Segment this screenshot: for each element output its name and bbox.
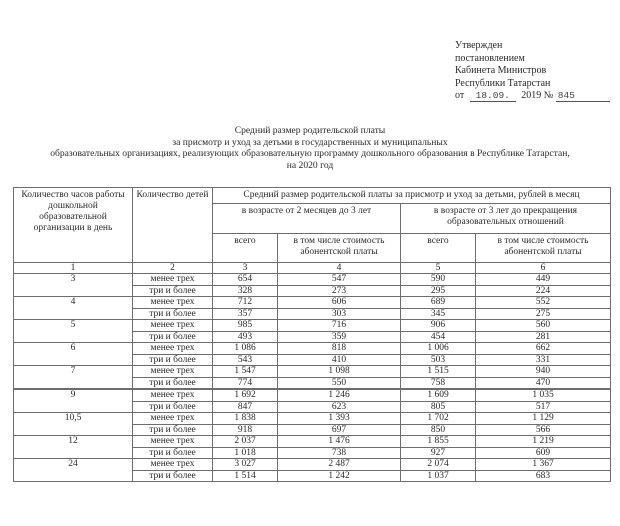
approval-date: 18.09. xyxy=(470,91,516,102)
value-cell: 560 xyxy=(476,320,611,332)
approval-number: 845 xyxy=(556,91,610,102)
fee-table xyxy=(13,187,611,482)
value-cell: 1 242 xyxy=(278,470,401,482)
approval-stamp xyxy=(455,40,610,103)
value-cell: 359 xyxy=(278,331,401,343)
value-cell: 303 xyxy=(278,308,401,320)
hours-cell: 9 xyxy=(14,389,133,413)
value-cell: 3 027 xyxy=(213,459,278,471)
value-cell: 1 855 xyxy=(401,436,476,448)
children-cell: менее трех xyxy=(133,389,213,401)
hours-cell: 10,5 xyxy=(14,413,133,436)
table-row xyxy=(14,274,611,286)
header-age-group-2: в возрасте от 3 лет до прекращения образовательных отношений xyxy=(401,204,611,233)
value-cell: 1 086 xyxy=(213,343,278,355)
children-cell: три и более xyxy=(133,331,213,343)
hours-cell: 4 xyxy=(14,297,133,320)
value-cell: 927 xyxy=(401,447,476,459)
children-cell: три и более xyxy=(133,377,213,389)
children-cell: менее трех xyxy=(133,320,213,332)
column-number-row xyxy=(14,263,611,274)
value-cell: 454 xyxy=(401,331,476,343)
value-cell: 357 xyxy=(213,308,278,320)
value-cell: 1 098 xyxy=(278,366,401,378)
value-cell: 1 018 xyxy=(213,447,278,459)
value-cell: 517 xyxy=(476,401,611,413)
value-cell: 1 476 xyxy=(278,436,401,448)
header-total-2: всего xyxy=(401,233,476,262)
value-cell: 345 xyxy=(401,308,476,320)
value-cell: 1 514 xyxy=(213,470,278,482)
value-cell: 1 246 xyxy=(278,389,401,401)
value-cell: 738 xyxy=(278,447,401,459)
value-cell: 689 xyxy=(401,297,476,309)
value-cell: 850 xyxy=(401,424,476,436)
children-cell: три и более xyxy=(133,401,213,413)
value-cell: 328 xyxy=(213,285,278,297)
value-cell: 566 xyxy=(476,424,611,436)
table-row xyxy=(14,413,611,425)
value-cell: 805 xyxy=(401,401,476,413)
value-cell: 224 xyxy=(476,285,611,297)
approval-year: 2019 xyxy=(521,90,542,101)
approval-date-line xyxy=(455,90,610,103)
value-cell: 547 xyxy=(278,274,401,286)
header-subscription-2: в том числе стоимость абонентской платы xyxy=(476,233,611,262)
value-cell: 606 xyxy=(278,297,401,309)
value-cell: 623 xyxy=(278,401,401,413)
title-line: Средний размер родительской платы xyxy=(234,125,386,136)
hours-cell: 7 xyxy=(14,366,133,390)
value-cell: 1 129 xyxy=(476,413,611,425)
hours-cell: 6 xyxy=(14,343,133,366)
value-cell: 1 838 xyxy=(213,413,278,425)
number-sign: № xyxy=(543,90,554,101)
column-number: 1 xyxy=(14,263,133,274)
value-cell: 918 xyxy=(213,424,278,436)
children-cell: менее трех xyxy=(133,436,213,448)
header-children: Количество детей xyxy=(133,188,213,263)
value-cell: 1 702 xyxy=(401,413,476,425)
value-cell: 590 xyxy=(401,274,476,286)
value-cell: 1 393 xyxy=(278,413,401,425)
value-cell: 716 xyxy=(278,320,401,332)
column-number: 3 xyxy=(213,263,278,274)
value-cell: 1 367 xyxy=(476,459,611,471)
value-cell: 985 xyxy=(213,320,278,332)
value-cell: 273 xyxy=(278,285,401,297)
value-cell: 275 xyxy=(476,308,611,320)
value-cell: 1 219 xyxy=(476,436,611,448)
value-cell: 493 xyxy=(213,331,278,343)
hours-cell: 5 xyxy=(14,320,133,343)
hours-cell: 12 xyxy=(14,436,133,459)
value-cell: 470 xyxy=(476,377,611,389)
header-hours: Количество часов работы дошкольной образовательной организации в день xyxy=(14,188,133,263)
value-cell: 1 515 xyxy=(401,366,476,378)
value-cell: 662 xyxy=(476,343,611,355)
title-line: за присмотр и уход за детьми в государственных и муниципальных xyxy=(172,136,448,148)
value-cell: 1 547 xyxy=(213,366,278,378)
value-cell: 503 xyxy=(401,354,476,366)
column-number: 5 xyxy=(401,263,476,274)
hours-cell: 3 xyxy=(14,274,133,297)
column-number: 2 xyxy=(133,263,213,274)
value-cell: 774 xyxy=(213,377,278,389)
children-cell: менее трех xyxy=(133,297,213,309)
value-cell: 1 006 xyxy=(401,343,476,355)
children-cell: три и более xyxy=(133,354,213,366)
value-cell: 654 xyxy=(213,274,278,286)
children-cell: три и более xyxy=(133,308,213,320)
hours-cell: 24 xyxy=(14,459,133,482)
value-cell: 609 xyxy=(476,447,611,459)
column-number: 6 xyxy=(476,263,611,274)
value-cell: 1 692 xyxy=(213,389,278,401)
value-cell: 712 xyxy=(213,297,278,309)
children-cell: три и более xyxy=(133,285,213,297)
title-line: на 2020 год xyxy=(286,159,334,171)
value-cell: 410 xyxy=(278,354,401,366)
approval-line: Республики Татарстан xyxy=(455,77,551,89)
value-cell: 550 xyxy=(278,377,401,389)
children-cell: три и более xyxy=(133,470,213,482)
approval-line: постановлением xyxy=(455,52,525,64)
title-line: образовательных организациях, реализующих образовательную программу дошкольного образования в Республике Татарстан, xyxy=(50,148,570,159)
value-cell: 2 037 xyxy=(213,436,278,448)
approval-line: Утвержден xyxy=(455,40,503,51)
table-row xyxy=(14,320,611,332)
value-cell: 1 035 xyxy=(476,389,611,401)
value-cell: 449 xyxy=(476,274,611,286)
value-cell: 906 xyxy=(401,320,476,332)
table-row xyxy=(14,366,611,378)
value-cell: 281 xyxy=(476,331,611,343)
children-cell: менее трех xyxy=(133,366,213,378)
document-title xyxy=(0,125,620,171)
value-cell: 2 487 xyxy=(278,459,401,471)
value-cell: 331 xyxy=(476,354,611,366)
value-cell: 940 xyxy=(476,366,611,378)
value-cell: 295 xyxy=(401,285,476,297)
value-cell: 543 xyxy=(213,354,278,366)
from-label: от xyxy=(455,90,465,101)
value-cell: 552 xyxy=(476,297,611,309)
children-cell: менее трех xyxy=(133,343,213,355)
header-age-group-1: в возрасте от 2 месяцев до 3 лет xyxy=(213,204,401,233)
approval-line: Кабинета Министров xyxy=(455,65,547,76)
value-cell: 697 xyxy=(278,424,401,436)
value-cell: 818 xyxy=(278,343,401,355)
header-total-1: всего xyxy=(213,233,278,262)
value-cell: 1 609 xyxy=(401,389,476,401)
header-subscription-1: в том числе стоимость абонентской платы xyxy=(278,233,401,262)
children-cell: менее трех xyxy=(133,459,213,471)
header-row xyxy=(14,188,611,204)
children-cell: три и более xyxy=(133,424,213,436)
value-cell: 758 xyxy=(401,377,476,389)
value-cell: 1 037 xyxy=(401,470,476,482)
header-avg-fee: Средний размер родительской платы за присмотр и уход за детьми, рублей в месяц xyxy=(213,188,611,204)
children-cell: менее трех xyxy=(133,413,213,425)
table-row xyxy=(14,459,611,471)
children-cell: менее трех xyxy=(133,274,213,286)
value-cell: 683 xyxy=(476,470,611,482)
column-number: 4 xyxy=(278,263,401,274)
table-row xyxy=(14,436,611,448)
value-cell: 847 xyxy=(213,401,278,413)
table-row xyxy=(14,389,611,401)
table-row xyxy=(14,297,611,309)
children-cell: три и более xyxy=(133,447,213,459)
table-row xyxy=(14,343,611,355)
value-cell: 2 074 xyxy=(401,459,476,471)
